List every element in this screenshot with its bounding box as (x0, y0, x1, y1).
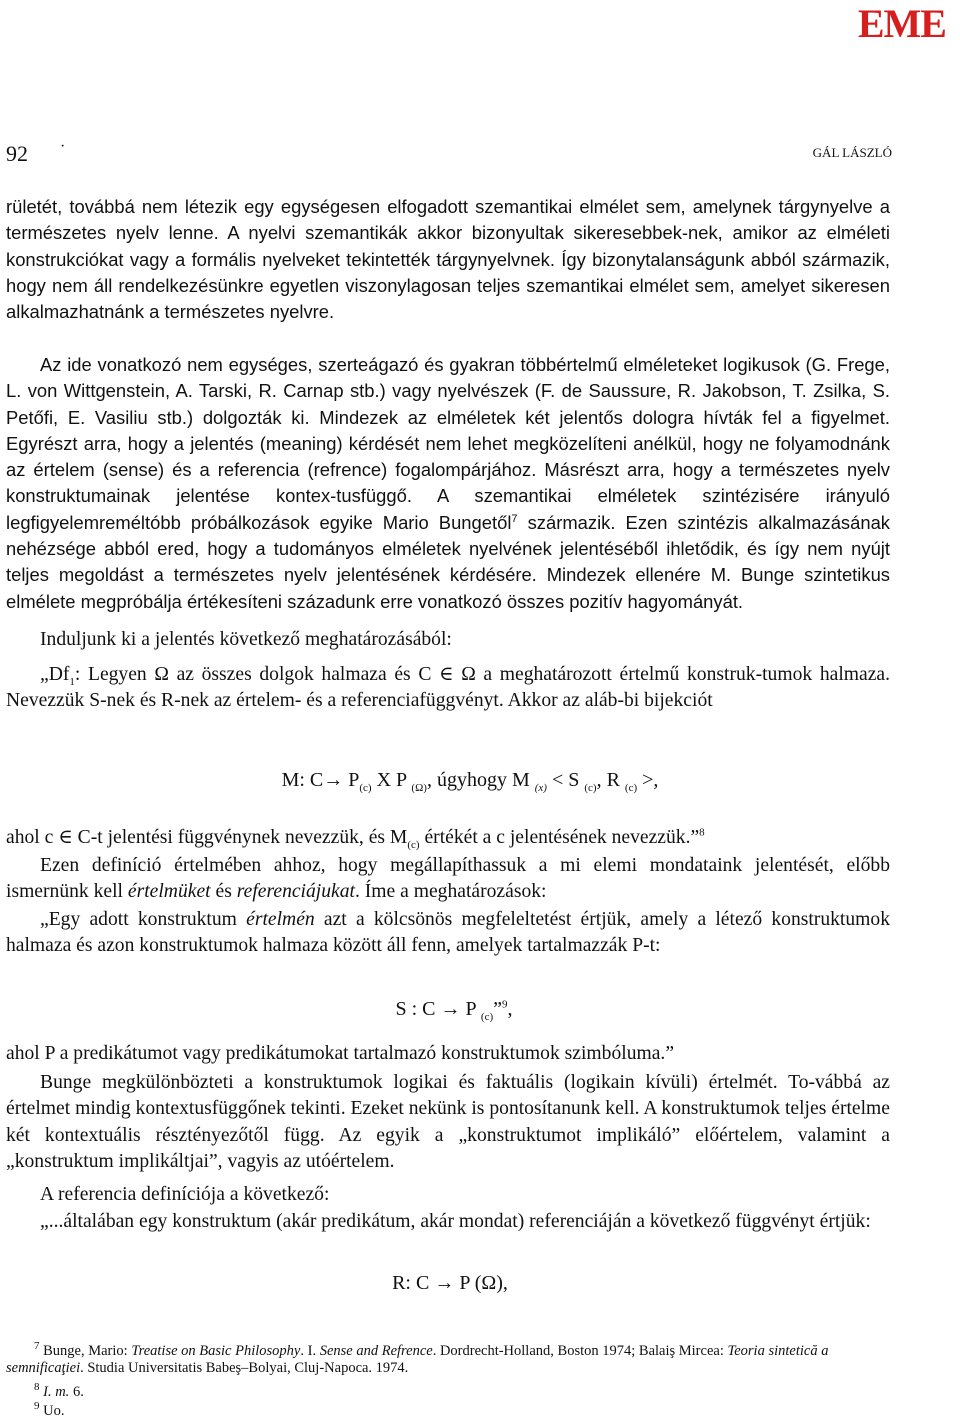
formula1-s3 (535, 782, 547, 794)
formula2-b: P (460, 998, 481, 1020)
fn8-num: 8 (34, 1381, 40, 1394)
p7-i: értelmén (246, 909, 315, 930)
formula1-s2: (Ω) (411, 782, 427, 794)
arrow-icon-2: → (440, 998, 461, 1020)
paragraph-5 (6, 825, 890, 851)
footnote-8 (34, 1381, 934, 1401)
p6-b: és (210, 881, 237, 903)
fn7-num: 7 (34, 1340, 40, 1353)
footnote-ref-9: 9 (502, 998, 508, 1011)
formula1-s3-i: (x) (534, 782, 547, 794)
formula-r (0, 1272, 930, 1295)
paragraph-11: „...általában egy konstruktum (akár predikátum, akár mondat) referenciáján a következő függvényt értjük: (40, 1211, 871, 1232)
fn7-c: . Dordrecht-Holland, Boston 1974; Balaiş Mircea: (432, 1343, 728, 1359)
formula1-b: P (343, 769, 360, 791)
p6-a: Ezen definíció értelmében ahhoz, hogy megállapíthassuk a mi elemi mondataink jelentését, előbb ismernünk kell (6, 855, 890, 903)
p4-text-b: : Legyen Ω az összes dolgok halmaza és C ∈ Ω a meghatározott értelmű konstruk-tumok halmaza. Nevezzük S-nek és R-nek az értelem- és a referenciafüggvényt. Akkor az aláb-bi bijekciót (6, 664, 890, 712)
paragraph-2 (6, 352, 890, 615)
formula1-e: < S (546, 769, 585, 791)
paragraph-9: Bunge megkülönbözteti a konstruktumok logikai és faktuális (logikain kívüli) értelmét. To-vábbá az értelmet mindig kontextusfüggőnek tekinti. Ezeket nekünk is pontosítanunk kell. A konstruktumok teljes értelme két kontextuális résztényezőtől függ. Az egyik a „konstruktumot implikáló” előértelem, valamint a „konstruktum implikáltjai”, vagyis az utóértelem. (6, 1072, 890, 1172)
logo: EME (857, 1, 946, 46)
paragraph-3: Induljunk ki a jelentés következő meghatározásából: (40, 629, 452, 650)
p7-b: azt a kölcsönös megfeleltetést értjük, amely a létező konstruktumok halmaza és azon konstruktumok halmaza között áll fenn, amelyek tartalmazzák P-t: (6, 909, 890, 957)
formula-m (0, 769, 950, 792)
formula3-a: R: C (392, 1272, 435, 1294)
footnote-9 (34, 1400, 934, 1420)
running-head-author: GÁL LÁSZLÓ (812, 145, 892, 160)
formula1-f: , R (596, 769, 625, 791)
formula3-b: P (Ω), (454, 1272, 508, 1294)
p5-b: értékét a c jelentésének nevezzük.” (419, 827, 700, 848)
formula1-s4: (c) (584, 782, 597, 794)
fn7-b: . I. (300, 1343, 320, 1359)
fn8-i: I. m. (39, 1384, 70, 1400)
formula1-s5: (c) (624, 782, 638, 794)
p4-sub: 1 (69, 675, 75, 688)
fn8-b: 6. (69, 1384, 84, 1400)
paragraph-7 (6, 907, 890, 960)
paragraph-1: rületét, továbbá nem létezik egy egységesen elfogadott szemantikai elmélet sem, amelynek tárgynyelve a természetes nyelv lenne. A nyelvi szemantikák akkor bizonyultak sikeresebbek-nek, amikor az elméleti konstrukciókat vagy a formális nyelveket tekintették tárgynyelvnek. Így bizonytalanságunk abból származik, hogy nem áll rendelkezésünkre egyetlen viszonylagosan teljes szemantikai elmélet sem, amelyet sikeresen alkalmazhatnánk a természetes nyelvre. (6, 196, 890, 323)
footnote-7 (6, 1340, 906, 1377)
p5-sub: (c) (407, 838, 420, 851)
paragraph-6 (6, 853, 890, 906)
footnote-ref-7: 7 (511, 512, 518, 525)
formula-s (0, 998, 934, 1021)
header-dot: · (60, 138, 66, 155)
formula2-a: S : C (395, 998, 441, 1020)
fn9-b: Uo. (39, 1403, 65, 1419)
p6-i2: referenciájukat (236, 881, 355, 903)
fn7-i3: Teoria sintetică a semnificaţiei (6, 1343, 829, 1376)
p4-text-a: „Df (40, 664, 70, 685)
p6-c: . Íme a meghatározások: (354, 881, 547, 903)
fn9-num: 9 (34, 1400, 40, 1413)
p6-i1: értelmüket (127, 881, 211, 903)
fn7-i1: Treatise on Basic Philosophy (131, 1343, 301, 1359)
paragraph-definition (6, 662, 890, 715)
paragraph-10: A referencia definíciója a következő: (40, 1184, 330, 1205)
formula2-d: , (507, 998, 513, 1020)
formula1-a: M: C (281, 769, 324, 791)
formula1-c: X P (371, 769, 412, 791)
formula2-sub: (c) (480, 1011, 494, 1023)
formula1-g: >, (637, 769, 659, 791)
page-number: 92 (6, 141, 28, 166)
p5-a: ahol c ∈ C-t jelentési függvénynek nevezzük, és M (6, 827, 408, 848)
fn7-a: Bunge, Mario: (39, 1343, 132, 1359)
p7-a: „Egy adott konstruktum (40, 909, 247, 930)
footnote-ref-8: 8 (699, 826, 705, 839)
p2-text: Az ide vonatkozó nem egységes, szerteágazó és gyakran többértelmű elméleteket logikusok (G. Frege, L. von Wittgenstein, A. Tarski, R. Carnap stb.) vagy nyelvészek (F. de Saussure, R. Jakobson, T. Zsilka, S. Petőfi, E. Vasiliu stb.) dolgozták ki. Mindezek az elméletek két jelentős dologra hívták fel a figyelmet. Egyrészt arra, hogy a jelentés (meaning) kérdését nem lehet megközelíteni anélkül, hogy ne folyamodnánk az értelem (sense) és a referencia (refrence) fogalompárjához. Másrészt arra, hogy a természetes nyelv konstruktumainak jelentése kontex-tusfüggő. A szemantikai elméletek szintézisére irányuló legfigyelemreméltóbb próbálkozások egyike Mario Bungetől (6, 354, 890, 533)
formula2-c: ” (493, 998, 503, 1020)
formula1-d: , úgyhogy M (426, 769, 535, 791)
arrow-icon: → (323, 769, 344, 791)
fn7-i2: Sense and Refrence (319, 1343, 433, 1359)
arrow-icon-3: → (434, 1272, 455, 1294)
fn7-d: . Studia Universitatis Babeş–Bolyai, Cluj-Napoca. 1974. (80, 1360, 409, 1376)
paragraph-8: ahol P a predikátumot vagy predikátumokat tartalmazó konstruktumok szimbóluma.” (6, 1043, 675, 1064)
formula1-s1: (c) (359, 782, 372, 794)
p2-text-end: származik. Ezen szintézis alkalmazásának nehézsége abból ered, hogy a tudományos elméletek nyelvének jelentéséből ihletődik, és így nem nyújt teljes megoldást a természetes nyelv jelentésének kérdésére. Mindezek ellenére M. Bunge szintetikus elmélete megpróbálja értékesíteni századunk erre vonatkozó összes pozitív hagyományát. (6, 511, 891, 612)
